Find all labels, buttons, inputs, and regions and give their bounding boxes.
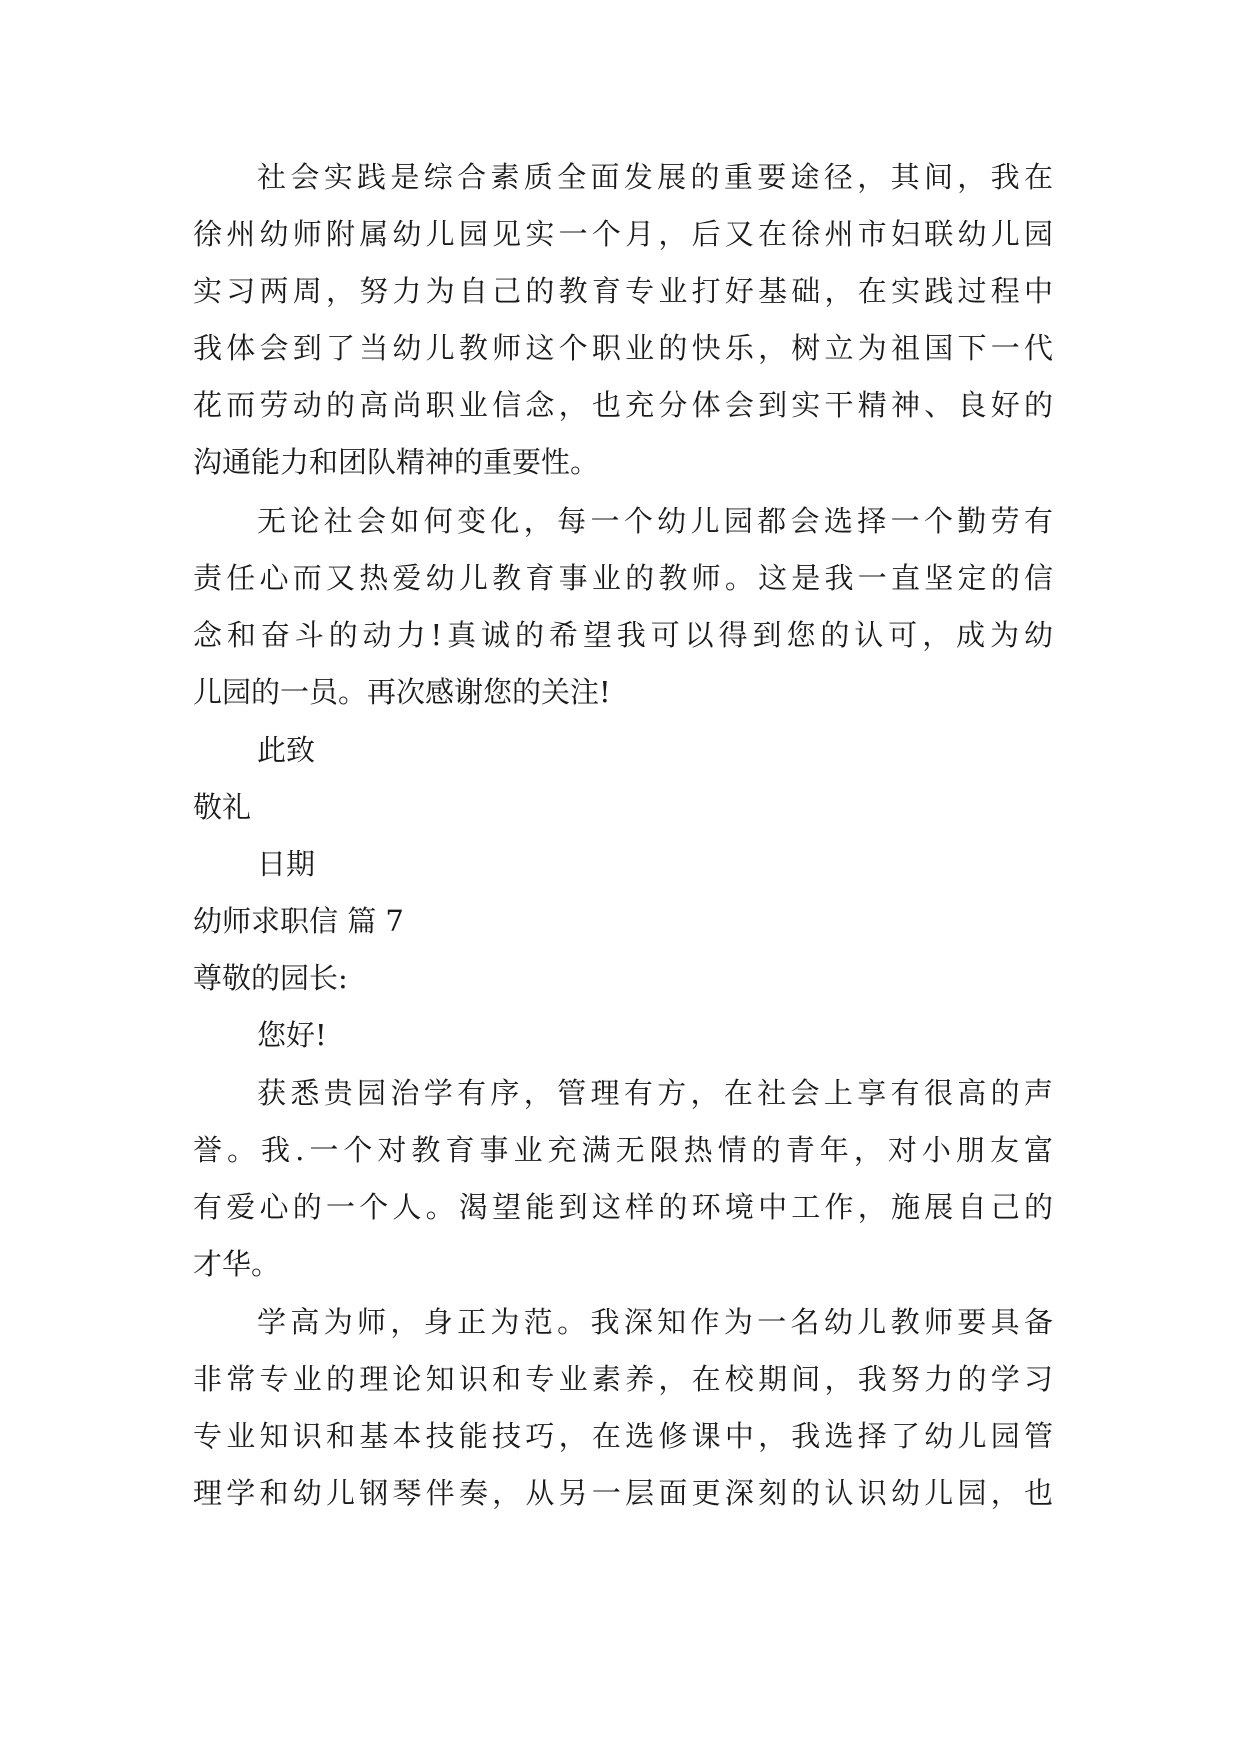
greeting: 您好! (257, 1018, 327, 1052)
salutation: 尊敬的园长: (193, 961, 348, 995)
paragraph-1-line-5: 花而劳动的高尚职业信念，也充分体会到实干精神、良好的 (193, 388, 1053, 422)
paragraph-2-line-3: 念和奋斗的动力!真诚的希望我可以得到您的认可，成为幼 (193, 618, 1053, 652)
date-label: 日期 (257, 847, 316, 881)
closing-respectfully: 此致 (257, 733, 316, 767)
paragraph-4-line-3: 专业知识和基本技能技巧，在选修课中，我选择了幼儿园管 (193, 1419, 1053, 1453)
paragraph-4-line-1: 学高为师，身正为范。我深知作为一名幼儿教师要具备 (257, 1305, 1053, 1339)
paragraph-3-line-3: 有爱心的一个人。渴望能到这样的环境中工作，施展自己的 (193, 1190, 1053, 1224)
paragraph-2-line-1: 无论社会如何变化，每一个幼儿园都会选择一个勤劳有 (257, 504, 1053, 538)
paragraph-1-line-3: 实习两周，努力为自己的教育专业打好基础，在实践过程中 (193, 274, 1053, 308)
paragraph-1-line-1: 社会实践是综合素质全面发展的重要途径，其间，我在 (257, 160, 1053, 194)
paragraph-1-line-2: 徐州幼师附属幼儿园见实一个月，后又在徐州市妇联幼儿园 (193, 217, 1053, 251)
paragraph-3-line-4: 才华。 (193, 1247, 281, 1281)
paragraph-1-line-6: 沟通能力和团队精神的重要性。 (193, 445, 600, 479)
paragraph-2-line-4: 儿园的一员。再次感谢您的关注! (193, 675, 611, 709)
section-title: 幼师求职信 篇 7 (193, 904, 404, 938)
paragraph-2-line-2: 责任心而又热爱幼儿教育事业的教师。这是我一直坚定的信 (193, 561, 1053, 595)
paragraph-4-line-4: 理学和幼儿钢琴伴奏，从另一层面更深刻的认识幼儿园，也 (193, 1476, 1053, 1510)
paragraph-4-line-2: 非常专业的理论知识和专业素养，在校期间，我努力的学习 (193, 1362, 1053, 1396)
paragraph-3-line-2: 誉。我.一个对教育事业充满无限热情的青年，对小朋友富 (193, 1133, 1053, 1167)
paragraph-1-line-4: 我体会到了当幼儿教师这个职业的快乐，树立为祖国下一代 (193, 331, 1053, 365)
paragraph-3-line-1: 获悉贵园治学有序，管理有方，在社会上享有很高的声 (257, 1076, 1053, 1110)
closing-regards: 敬礼 (193, 790, 252, 824)
